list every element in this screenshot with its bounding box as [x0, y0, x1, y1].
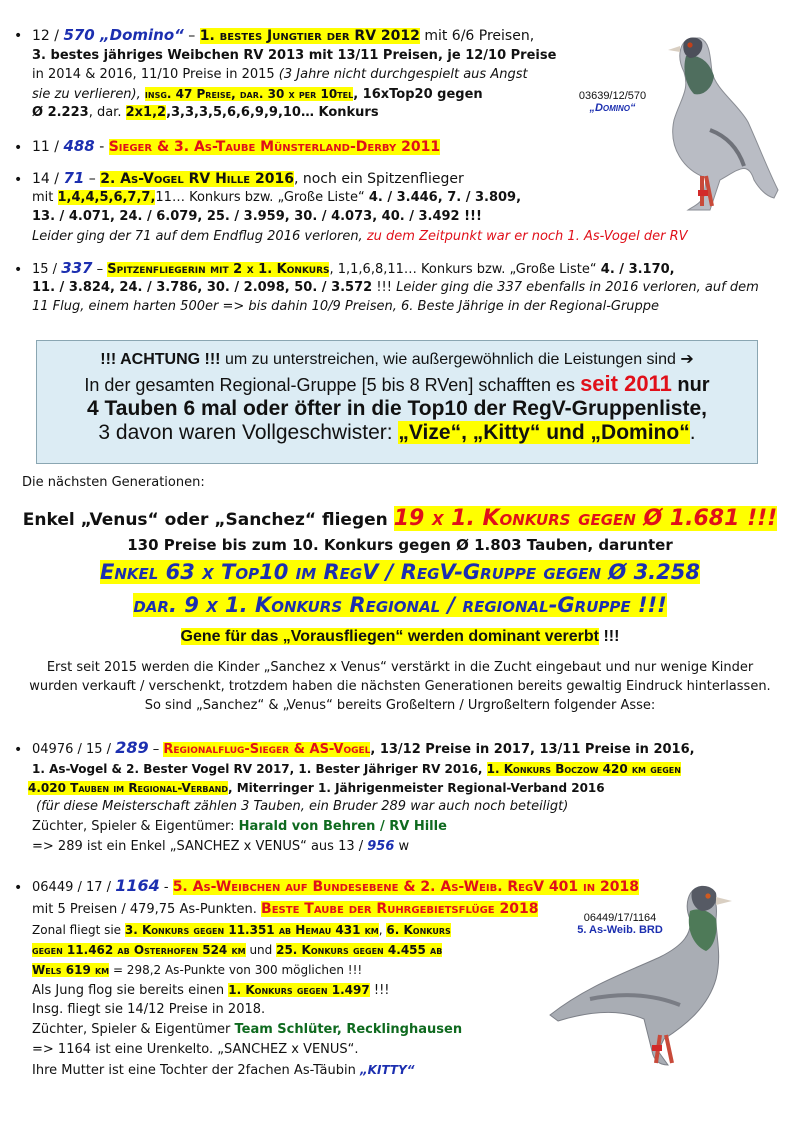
entry-line: 11 Flug, einem harten 500er => bis dahin 10/9 Preisen, 6. Beste Jährige in der Regional-Gruppe — [32, 299, 660, 314]
text: und — [245, 943, 277, 957]
pigeon-name: „Domino“ — [589, 102, 636, 114]
entry-line — [32, 1021, 462, 1039]
text: (3 Jahre nicht durchgespielt aus Angst — [278, 67, 528, 82]
text: 12 / — [32, 28, 64, 44]
pigeon-name: 5. As-Weib. BRD — [577, 924, 663, 936]
highlight: 25. Konkurs gegen 4.455 ab — [276, 943, 443, 957]
text: , Miterringer 1. Jährigenmeister Regional-Verband 2016 — [228, 781, 605, 795]
text: Ø 2.223 — [32, 105, 89, 120]
text: Leider ging der 71 auf dem Endflug 2016 verloren, — [32, 229, 367, 244]
text: , 1,1,6,8,11… Konkurs bzw. „Große Liste“ — [329, 262, 601, 277]
highlight: Gene für das „Vorausfliegen“ werden dominant vererbt — [180, 628, 600, 645]
entry-line: (für diese Meisterschaft zählen 3 Tauben, ein Bruder 289 war auch noch beteiligt) — [36, 799, 569, 814]
entry-line: 3. bestes jähriges Weibchen RV 2013 mit 13/11 Preisen, je 12/10 Preise — [32, 48, 557, 63]
highlight: 1. bestes Jungtier der RV 2012 — [199, 28, 420, 44]
text: - — [94, 139, 109, 155]
text: Züchter, Spieler & Eigentümer — [32, 1022, 235, 1037]
text: 1. As-Vogel & 2. Bester Vogel RV 2017, 1. Bester Jähriger RV 2016, — [32, 762, 487, 776]
entry-line — [32, 104, 379, 122]
highlight: dar. 9 x 1. Konkurs Regional / regional-Gruppe !!! — [133, 593, 667, 617]
text: 14 / — [32, 171, 64, 187]
text: 11 / — [32, 139, 64, 155]
pigeon-number: 337 — [61, 259, 93, 277]
ring-number: 06449/17/1164 — [583, 912, 657, 924]
entry-line — [28, 779, 605, 797]
text: 15 / — [32, 262, 62, 277]
text: sie zu verlieren), — [32, 87, 145, 102]
entry-line — [32, 26, 534, 45]
notice-line — [37, 371, 757, 397]
highlight: „Vize“, „Kitty“ und „Domino“ — [398, 421, 690, 444]
text: Züchter, Spieler & Eigentümer: — [32, 819, 239, 834]
highlight: 1. Konkurs Boczow 420 km gegen — [486, 762, 681, 776]
arrow-right-icon: ➔ — [680, 351, 694, 368]
highlight: 3. Konkurs gegen 11.351 ab Hemau 431 km — [124, 923, 379, 937]
generations-line — [0, 628, 800, 646]
text: ,3,3,3,5,6,6,9,9,10… Konkurs — [166, 105, 379, 120]
text: mit — [32, 190, 58, 205]
pigeon-name: „KITTY“ — [359, 1063, 415, 1077]
paragraph-line: Erst seit 2015 werden die Kinder „Sanchez x Venus“ verstärkt in die Zucht eingebaut und nur wenige Kinder — [46, 660, 754, 675]
entry-line — [32, 760, 681, 778]
entry-line — [32, 900, 538, 919]
ring-number: 03639/12/570 — [578, 90, 647, 102]
entry-line: 13. / 4.071, 24. / 6.079, 25. / 3.959, 30. / 4.073, 40. / 3.492 !!! — [32, 209, 482, 224]
entry-line — [32, 961, 362, 979]
highlight: 4.020 Tauben im Regional-Verband — [28, 781, 228, 795]
text: – — [92, 262, 108, 277]
text: w — [394, 839, 410, 854]
text: mit 6/6 Preisen, — [419, 28, 535, 44]
entry-line — [32, 169, 464, 188]
entry-line — [32, 137, 440, 156]
highlight: Beste Taube der Ruhrgebietsflüge 2018 — [261, 901, 539, 917]
highlight: Sieger & 3. As-Taube Münsterland-Derby 2011 — [108, 139, 441, 155]
section-heading: Die nächsten Generationen: — [22, 475, 205, 490]
entry-line — [32, 228, 688, 246]
generations-headline — [0, 506, 800, 531]
bullet-icon: • — [14, 140, 23, 156]
bullet-icon: • — [14, 28, 23, 44]
paragraph-line: wurden verkauft / verschenkt, trotzdem haben die nächsten Generationen bereits gewaltig Eindruck hinterlassen. — [29, 679, 771, 694]
pigeon-number: 71 — [63, 169, 85, 187]
generations-line: 130 Preise bis zum 10. Konkurs gegen Ø 1.803 Tauben, darunter — [127, 536, 673, 554]
text: => 289 ist ein Enkel „SANCHEZ x VENUS“ aus 13 / — [32, 839, 368, 854]
text: !!! — [369, 983, 390, 998]
text: 11… Konkurs bzw. „Große Liste“ — [155, 190, 369, 205]
bullet-icon: • — [14, 880, 23, 896]
highlight: seit 2011 — [580, 371, 672, 396]
generations-line — [0, 593, 800, 617]
text: , 16xTop20 gegen — [353, 87, 483, 102]
pigeon-number: 1164 — [115, 876, 160, 895]
text: - — [159, 880, 173, 895]
text: – — [183, 28, 200, 44]
text: Zonal fliegt sie — [32, 923, 125, 937]
text: Als Jung flog sie bereits einen — [32, 983, 229, 998]
highlight: Wels 619 km — [32, 963, 110, 977]
highlight: gegen 11.462 ab Osterhofen 524 km — [32, 943, 246, 957]
entry-line — [32, 189, 521, 207]
text: , dar. — [88, 105, 126, 120]
text: Harald von Behren / RV Hille — [238, 819, 447, 834]
pigeon-icon — [640, 20, 790, 230]
highlight: 5. As-Weibchen auf Bundesebene & 2. As-Weib. RegV 401 in 2018 — [172, 879, 639, 895]
text: In der gesamten Regional-Gruppe [5 bis 8 RVen] schafften es — [84, 375, 581, 395]
text: nur — [671, 374, 710, 396]
text: 11. / 3.824, 24. / 3.786, 30. / 2.098, 50. / 3.572 — [32, 280, 373, 295]
text: !!! ACHTUNG !!! — [100, 351, 221, 368]
entry-line — [32, 259, 675, 279]
entry-line — [32, 279, 759, 297]
entry-line — [32, 941, 442, 959]
text: um zu unterstreichen, wie außergewöhnlich die Leistungen sind — [220, 351, 681, 368]
text: – — [84, 171, 101, 187]
entry-line — [32, 838, 409, 856]
highlight: Spitzenfliegerin mit 2 x 1. Konkurs — [107, 262, 330, 277]
paragraph-line: So sind „Sanchez“ & „Venus“ bereits Großeltern / Urgroßeltern folgender Asse: — [144, 698, 656, 713]
highlight: 1,4,4,5,6,7,7, — [57, 190, 156, 205]
text: . — [689, 421, 696, 444]
entry-line — [32, 981, 390, 1000]
text: 4. / 3.446, 7. / 3.809, — [368, 190, 522, 205]
pigeon-number: 488 — [63, 137, 95, 155]
pigeon-number: 570 „Domino“ — [63, 26, 184, 44]
text: Enkel „Venus“ oder „Sanchez“ fliegen — [22, 510, 394, 530]
notice-line — [37, 421, 757, 445]
text: , 13/12 Preise in 2017, 13/11 Preise in 2016, — [370, 742, 695, 757]
text: 4. / 3.170, — [600, 262, 675, 277]
highlight: Regionalflug-Sieger & AS-Vogel — [163, 742, 371, 757]
bullet-icon: • — [14, 742, 23, 758]
entry-line: Insg. fliegt sie 14/12 Preise in 2018. — [32, 1002, 266, 1017]
entry-line — [32, 1061, 415, 1080]
notice-line — [37, 349, 757, 369]
text: Team Schlüter, Recklinghausen — [234, 1022, 463, 1037]
text: 04976 / 15 / — [32, 742, 116, 757]
notice-box — [36, 340, 758, 464]
text: Ihre Mutter ist eine Tochter der 2fachen As-Täubin — [32, 1063, 360, 1078]
entry-line — [32, 739, 695, 759]
bullet-icon: • — [14, 262, 23, 278]
highlight: insg. 47 Preise, dar. 30 x per 10tel — [144, 87, 354, 101]
generations-line — [0, 560, 800, 584]
bullet-icon: • — [14, 172, 23, 188]
entry-line — [32, 85, 483, 104]
text: 3 davon waren Vollgeschwister: — [98, 421, 399, 444]
text: !!! — [599, 628, 620, 645]
pigeon-icon — [540, 875, 755, 1080]
text: = 298,2 As-Punkte von 300 möglichen !!! — [109, 963, 363, 977]
highlight: 1. Konkurs gegen 1.497 — [228, 983, 370, 997]
pigeon-number: 956 — [367, 839, 395, 854]
entry-line — [32, 66, 528, 84]
highlight: 2. As-Vogel RV Hille 2016 — [100, 171, 294, 187]
highlight: Enkel 63 x Top10 im RegV / RegV-Gruppe gegen Ø 3.258 — [100, 560, 700, 584]
entry-line — [32, 818, 447, 836]
entry-line — [32, 921, 451, 939]
text: in 2014 & 2016, 11/10 Preise in 2015 — [32, 67, 279, 82]
text: , noch ein Spitzenflieger — [293, 171, 464, 187]
text: mit 5 Preisen / 479,75 As-Punkten. — [32, 902, 262, 917]
text: – — [148, 742, 164, 757]
text: , — [378, 923, 387, 937]
text: 06449 / 17 / — [32, 880, 116, 895]
highlight: 2x1,2 — [125, 105, 167, 120]
highlight: 6. Konkurs — [386, 923, 451, 937]
text: zu dem Zeitpunkt war er noch 1. As-Vogel der RV — [366, 229, 688, 244]
notice-line: 4 Tauben 6 mal oder öfter in die Top10 der RegV-Gruppenliste, — [86, 397, 707, 420]
highlight: 19 x 1. Konkurs gegen Ø 1.681 !!! — [393, 506, 778, 531]
entry-line: => 1164 ist eine Urenkelto. „SANCHEZ x VENUS“. — [32, 1042, 359, 1057]
pigeon-number: 289 — [115, 738, 149, 757]
text: !!! — [372, 280, 397, 295]
text: Leider ging die 337 ebenfalls in 2016 verloren, auf dem — [396, 280, 759, 295]
